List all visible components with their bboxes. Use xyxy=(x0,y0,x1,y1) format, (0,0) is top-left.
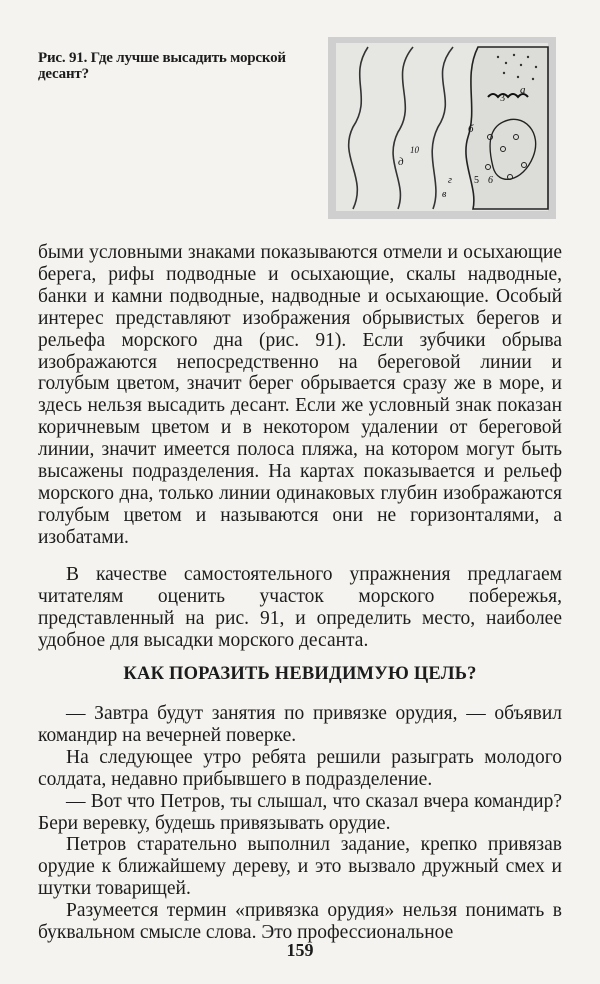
label-v: в xyxy=(442,189,447,200)
text-block-3 xyxy=(38,703,562,944)
paragraph-5: — Вот что Петров, ты слышал, что сказал вчера командир? Бери веревку, будешь привязывать орудие. xyxy=(38,790,562,834)
paragraph-1: быми условными знаками показываются отмели и осыхающие берега, рифы подводные и осыхающие, скалы надводные, банки и камни подводные, надводные и осыхающие. Особый интерес представляют изображения обрывистых берегов и рельефа морского дна (рис. 91). Если зубчики обрыва изображаются непосредственно на береговой линии и голубым цветом, значит берег обрывается сразу же в море, и здесь нельзя высадить десант. Если же условный знак показан коричневым цветом и в некотором удалении от береговой линии, значит имеется полоса пляжа, на котором могут быть высажены подразделения. На картах показывается и рельеф морского дна, только линии одинаковых глубин изображаются голубым цветом и называются они не горизонталями, а изобатами. xyxy=(38,242,562,548)
figure-caption: Рис. 91. Где лучше высадить морской десант? xyxy=(38,50,286,82)
label-b: б xyxy=(468,123,474,135)
paragraph-4: На следующее утро ребята решили разыграть молодого солдата, недавно прибывшего в подразделение. xyxy=(38,746,562,790)
text-block-1 xyxy=(38,242,562,549)
paragraph-6: Петров старательно выполнил задание, крепко привязав орудие к ближайшему дереву, и это вызвало дружный смех и шутки товарищей. xyxy=(38,834,562,900)
figure-coastline-map xyxy=(328,37,556,219)
label-g: г xyxy=(448,175,452,186)
paragraph-3: — Завтра будут занятия по привязке орудия, — объявил командир на вечерней поверке. xyxy=(38,703,562,746)
page-number: 159 xyxy=(286,940,314,960)
paragraph-2: В качестве самостоятельного упражнения предлагаем читателям оценить участок морского побережья, представленный на рис. 91, и определить место, наиболее удобное для высадки морского десанта. xyxy=(38,564,562,651)
label-depth-3: 3 xyxy=(500,93,505,104)
paragraph-7: Разумеется термин «привязка орудия» нельзя понимать в буквальном смысле слова. Это профессиональное xyxy=(38,900,562,944)
coastline-map-illustration xyxy=(328,37,556,219)
label-depth-10: 10 xyxy=(410,145,419,155)
label-depth-6: 6 xyxy=(488,175,493,186)
text-block-2 xyxy=(38,564,562,652)
label-a: а xyxy=(520,84,526,96)
section-heading: КАК ПОРАЗИТЬ НЕВИДИМУЮ ЦЕЛЬ? xyxy=(123,664,477,684)
label-depth-5: 5 xyxy=(474,175,479,186)
label-d: д xyxy=(398,156,404,168)
